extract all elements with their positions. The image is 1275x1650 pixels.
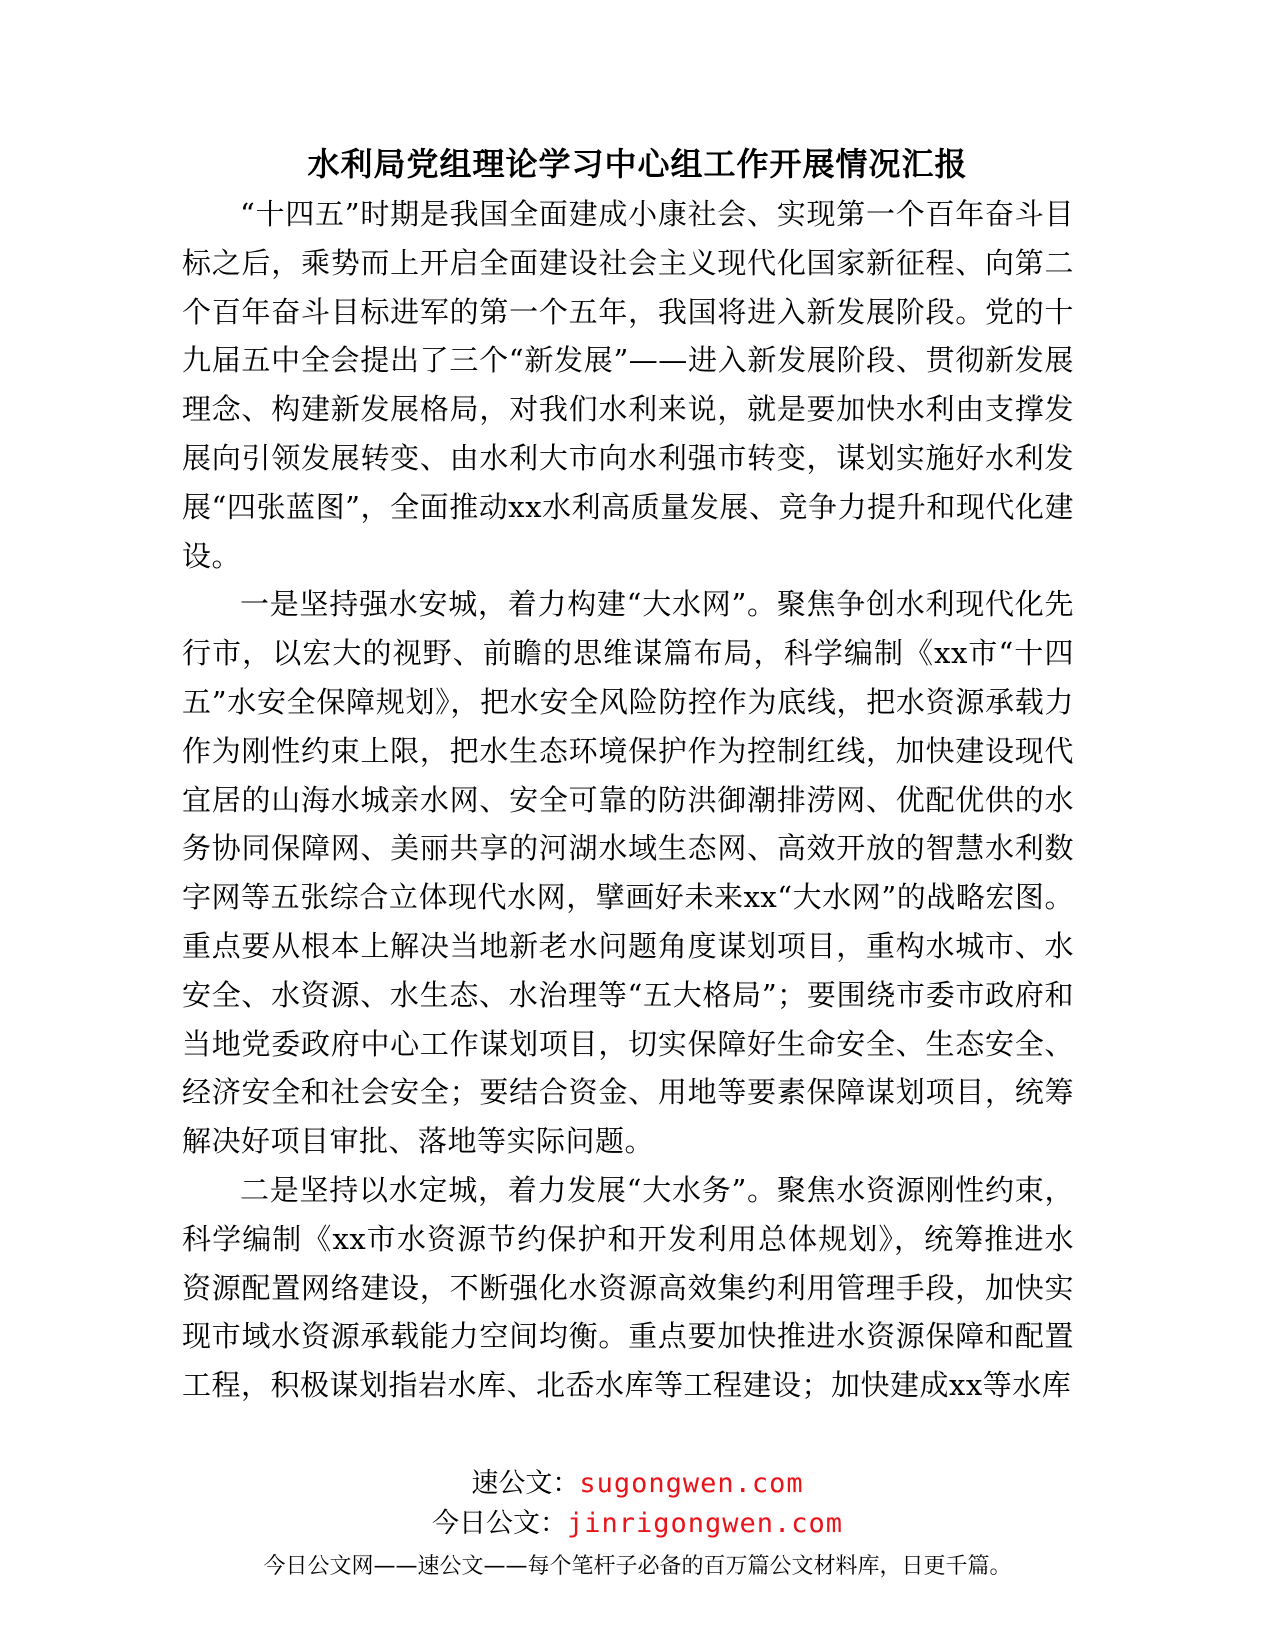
footer-sugongwen-label: 速公文： [471,1468,580,1499]
footer-jinrigongwen-label: 今日公文： [431,1508,567,1539]
paragraph-point-two: 二是坚持以水定城，着力发展“大水务”。聚焦水资源刚性约束，科学编制《xx市水资源节约保护和开发利用总体规划》，统筹推进水资源配置网络建设，不断强化水资源高效集约利用管理手段，加快实现市域水资源承载能力空间均衡。重点要加快推进水资源保障和配置工程，积极谋划指岩水库、北岙水库等工程建设；加快建成xx等水库 [182,1172,1074,1403]
footer-slogan: 今日公文网——速公文——每个笔杆子必备的百万篇公文材料库，日更千篇。 [263,1554,1012,1579]
paragraph-intro: “十四五”时期是我国全面建成小康社会、实现第一个百年奋斗目标之后，乘势而上开启全面建设社会主义现代化国家新征程、向第二个百年奋斗目标进军的第一个五年，我国将进入新发展阶段。党的十九届五中全会提出了三个“新发展”——进入新发展阶段、贯彻新发展理念、构建新发展格局，对我们水利来说，就是要加快水利由支撑发展向引领发展转变、由水利大市向水利强市转变，谋划实施好水利发展“四张蓝图”，全面推动xx水利高质量发展、竞争力提升和现代化建设。 [182,197,1074,573]
footer-jinrigongwen [0,1506,1275,1542]
footer-sugongwen [0,1466,1275,1502]
paragraph-point-one: 一是坚持强水安城，着力构建“大水网”。聚焦争创水利现代化先行市，以宏大的视野、前瞻的思维谋篇布局，科学编制《xx市“十四五”水安全保障规划》，把水安全风险防控作为底线，把水资源承载力作为刚性约束上限，把水生态环境保护作为控制红线，加快建设现代宜居的山海水城亲水网、安全可靠的防洪御潮排涝网、优配优供的水务协同保障网、美丽共享的河湖水域生态网、高效开放的智慧水利数字网等五张综合立体现代水网，擘画好未来xx“大水网”的战略宏图。重点要从根本上解决当地新老水问题角度谋划项目，重构水城市、水安全、水资源、水生态、水治理等“五大格局”；要围绕市委市政府和当地党委政府中心工作谋划项目，切实保障好生命安全、生态安全、经济安全和社会安全；要结合资金、用地等要素保障谋划项目，统筹解决好项目审批、落地等实际问题。 [182,587,1074,1159]
document-title: 水利局党组理论学习中心组工作开展情况汇报 [307,145,968,183]
document-body [182,190,1074,1410]
footer-jinrigongwen-link[interactable]: jinrigongwen.com [566,1508,844,1539]
footer-sugongwen-link[interactable]: sugongwen.com [579,1468,804,1499]
